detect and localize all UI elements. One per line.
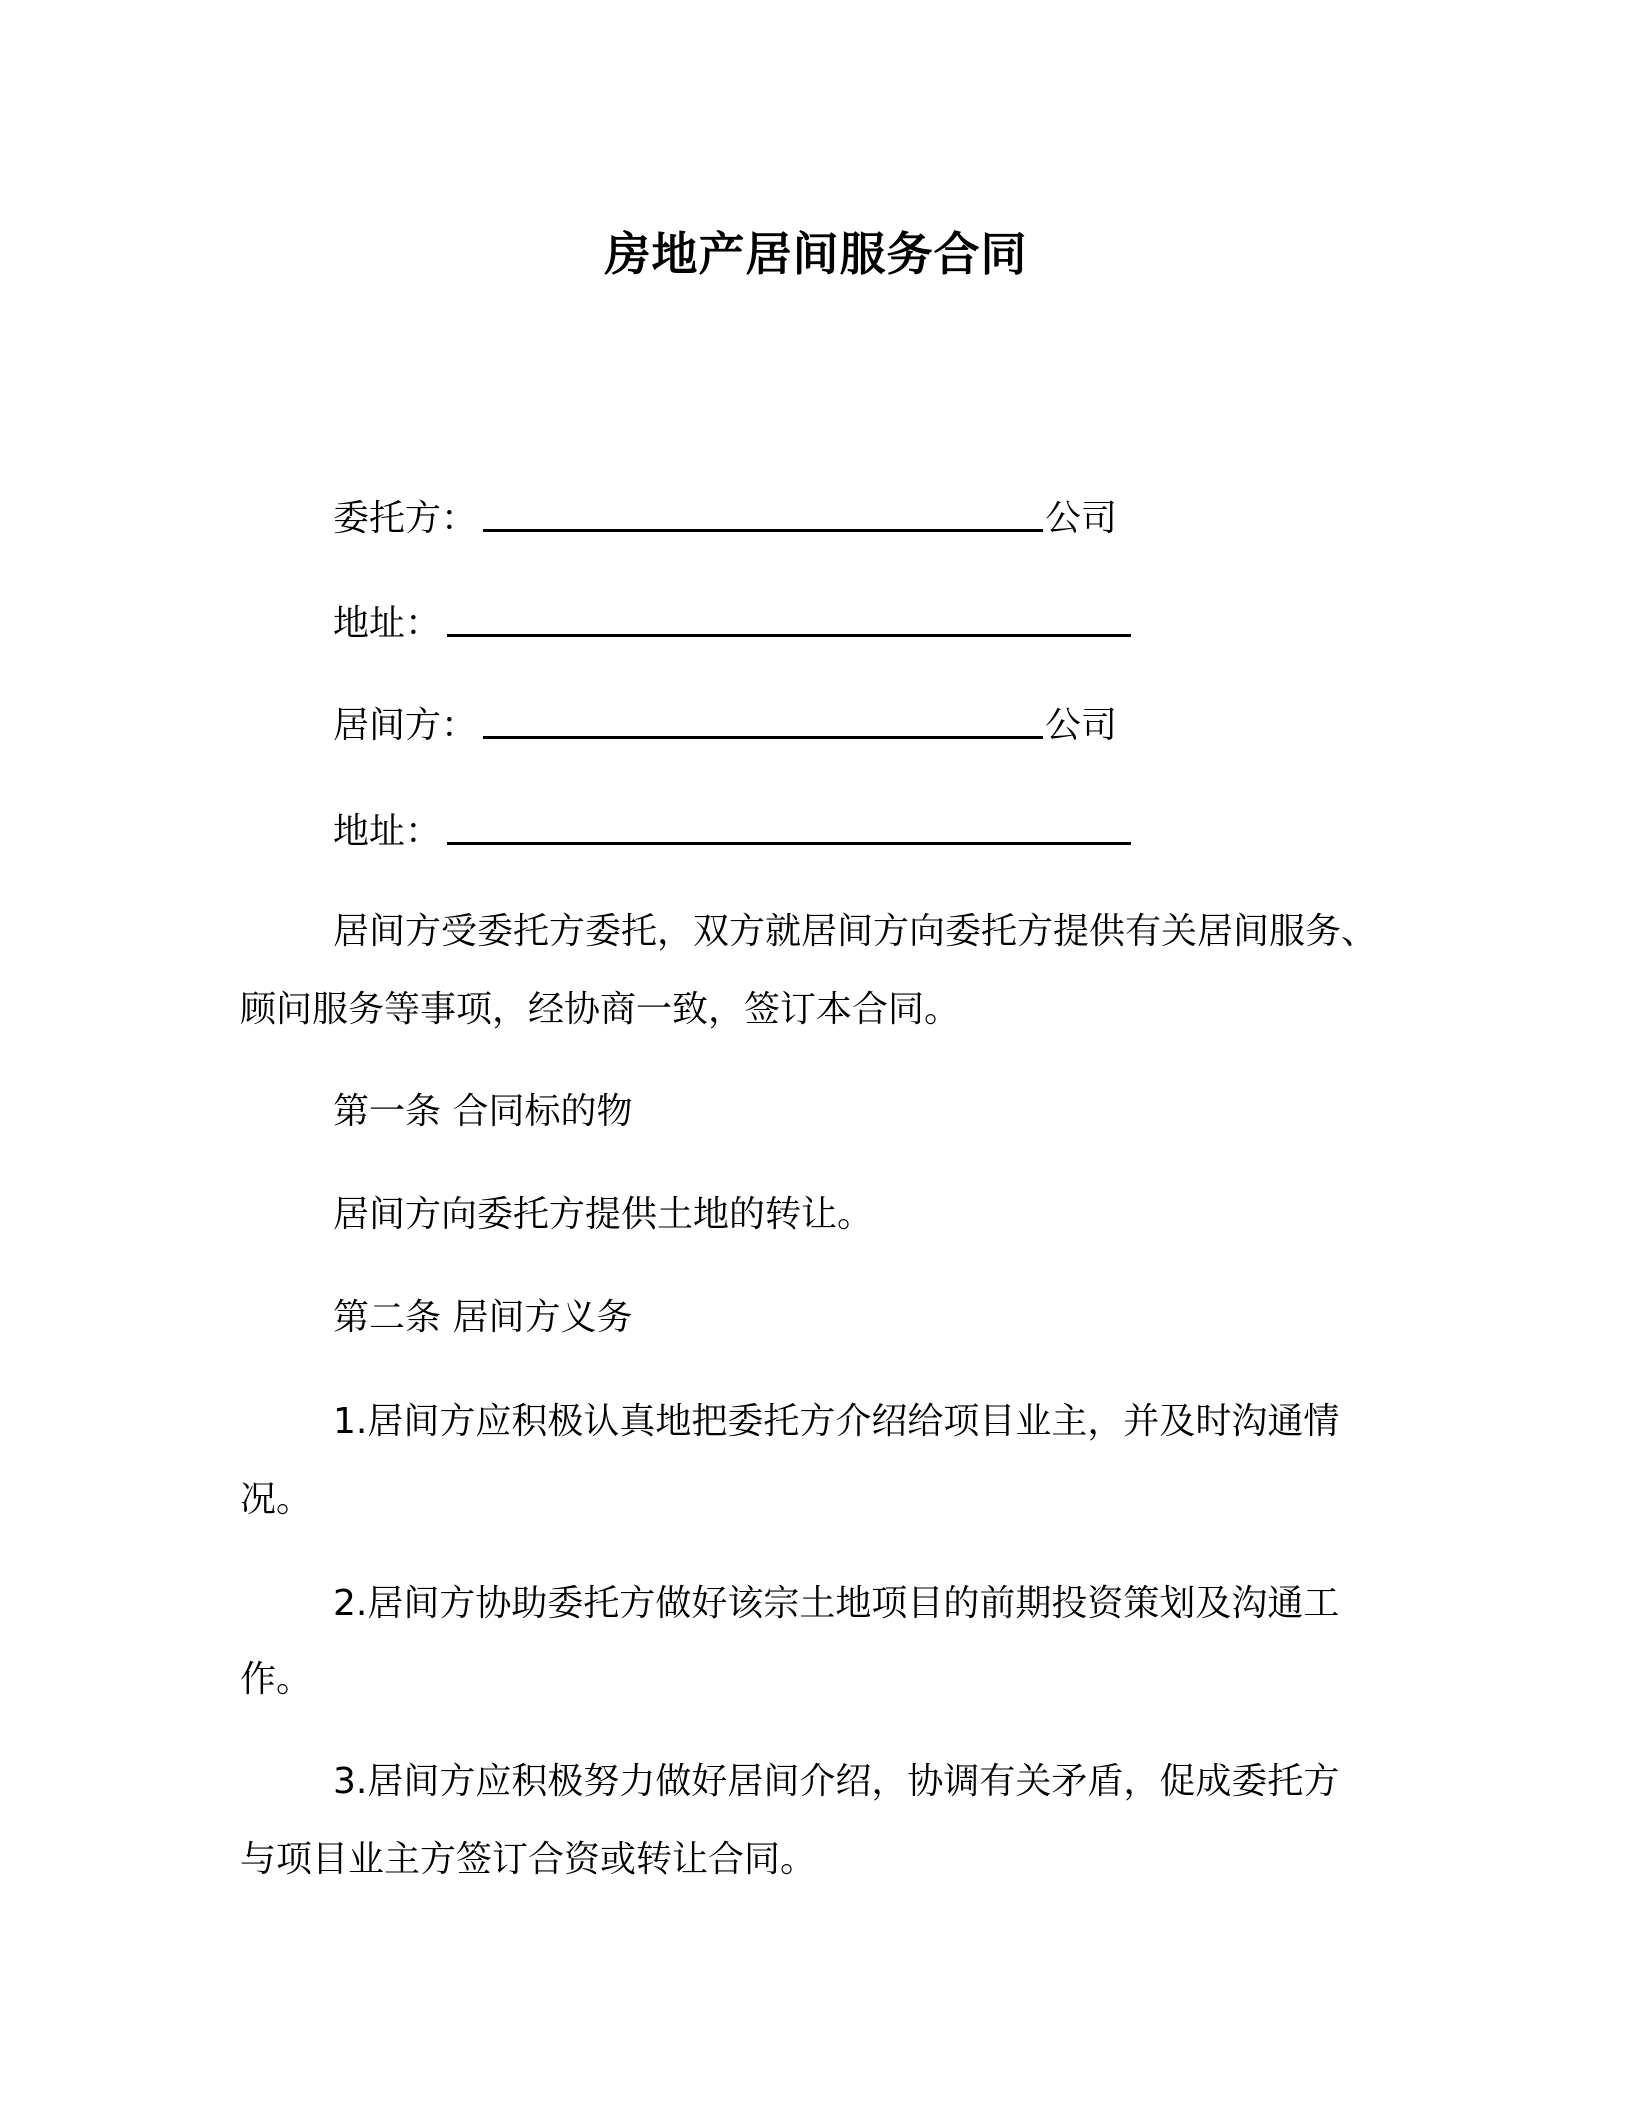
client-label: 委托方： [333,498,478,539]
article-2-item-2-line-2: 作。 [240,1659,313,1700]
broker-address-line [333,810,1133,854]
article-2-item-3-line-1: 3.居间方应积极努力做好居间介绍，协调有关矛盾，促成委托方 [333,1761,1340,1802]
client-address-line [333,602,1133,646]
article-2-item-1-line-2: 况。 [240,1479,313,1520]
client-party-line [333,497,1117,541]
article-2-item-3-line-2: 与项目业主方签订合资或转让合同。 [240,1839,817,1880]
client-suffix: 公司 [1045,498,1118,539]
article-1-body: 居间方向委托方提供土地的转让。 [333,1194,874,1235]
article-2-item-1-line-1: 1.居间方应积极认真地把委托方介绍给项目业主，并及时沟通情 [333,1401,1340,1442]
broker-address-label: 地址： [333,811,442,852]
article-2-item-2-line-1: 2.居间方协助委托方做好该宗土地项目的前期投资策划及沟通工 [333,1583,1340,1624]
article-1-heading: 第一条 合同标的物 [333,1091,633,1132]
client-address-blank[interactable] [447,633,1131,637]
document-title: 房地产居间服务合同 [604,227,1028,281]
client-name-blank[interactable] [483,528,1043,532]
broker-address-blank[interactable] [447,841,1131,845]
preamble-line-2: 顾问服务等事项，经协商一致，签订本合同。 [240,989,961,1030]
client-address-label: 地址： [333,603,442,644]
broker-party-line [333,704,1117,748]
broker-suffix: 公司 [1045,705,1118,746]
preamble-line-1: 居间方受委托方委托，双方就居间方向委托方提供有关居间服务、 [333,911,1378,952]
broker-name-blank[interactable] [483,735,1043,739]
broker-label: 居间方： [333,705,478,746]
article-2-heading: 第二条 居间方义务 [333,1297,633,1338]
